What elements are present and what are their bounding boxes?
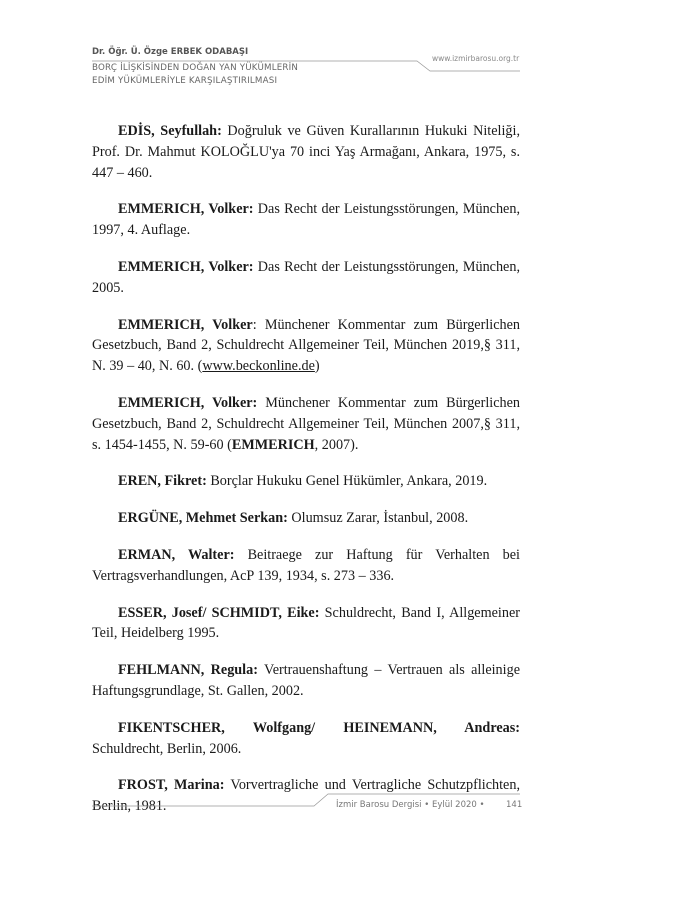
entry-text: Vorvertragliche und Vertragliche Schutzpflichten, Berlin, 1981. xyxy=(92,777,520,815)
entry-link[interactable]: www.beckonline.de xyxy=(202,358,315,375)
entry-text: , 2007). xyxy=(314,436,359,453)
entry-author: EMMERICH, Volker: xyxy=(118,258,254,275)
entry-author: FROST, Marina: xyxy=(118,777,225,794)
bibliography-entry xyxy=(92,508,520,529)
entry-author: EMMERICH, Volker: xyxy=(118,201,254,218)
bibliography-entry xyxy=(92,393,520,455)
entry-author: FIKENTSCHER, Wolfgang/ HEINEMANN, Andreas: xyxy=(118,719,520,736)
bibliography-list xyxy=(92,121,523,833)
entry-text: : Münchener Kommentar zum Bürgerlichen Gesetzbuch, Band 2, Schuldrecht Allgemeiner Teil, München 2019,§ 311, N. 39 – 40, N. 60. ( xyxy=(92,316,520,375)
footer-journal: İzmir Barosu Dergisi • Eylül 2020 • xyxy=(336,800,485,810)
entry-author: EDİS, Seyfullah: xyxy=(118,123,222,139)
header-title-line: EDİM YÜKÜMLERİYLE KARŞILAŞTIRILMASI xyxy=(92,76,278,86)
entry-author: EREN, Fikret: xyxy=(118,473,207,490)
bibliography-entry xyxy=(92,199,520,241)
bibliography-entry xyxy=(92,315,520,377)
bibliography-entry xyxy=(92,121,520,183)
entry-author: ESSER, Josef/ SCHMIDT, Eike: xyxy=(118,604,320,621)
bibliography-entry xyxy=(92,660,520,702)
header-title-line: BORÇ İLİŞKİSİNDEN DOĞAN YAN YÜKÜMLERİN xyxy=(92,63,299,73)
header-author: Dr. Öğr. Ü. Özge ERBEK ODABAŞI xyxy=(92,47,249,57)
entry-author: ERGÜNE, Mehmet Serkan: xyxy=(118,510,288,527)
page-number: 141 xyxy=(506,800,523,810)
entry-text: Das Recht der Leistungsstörungen, München, 1997, 4. Auflage. xyxy=(92,201,520,239)
entry-text: Borçlar Hukuku Genel Hükümler, Ankara, 2019. xyxy=(206,473,488,490)
entry-author: EMMERICH, Volker: xyxy=(118,394,258,411)
bibliography-entry xyxy=(92,718,520,760)
entry-text: Doğruluk ve Güven Kurallarının Hukuki Niteliği, Prof. Dr. Mahmut KOLOĞLU'ya 70 inci Yaş Armağanı, Ankara, 1975, s. 447 – 460. xyxy=(92,123,521,181)
entry-text: Beitraege zur Haftung für Verhalten bei Vertragsverhandlungen, AcP 139, 1934, s. 273 – 336. xyxy=(92,546,520,584)
entry-text: Vertrauenshaftung – Vertrauen als alleinige Haftungsgrundlage, St. Gallen, 2002. xyxy=(92,662,520,699)
entry-text: ) xyxy=(314,358,320,375)
entry-text: Olumsuz Zarar, İstanbul, 2008. xyxy=(287,510,469,527)
bibliography-entry xyxy=(92,471,520,492)
header-title xyxy=(92,62,298,88)
entry-author: FEHLMANN, Regula: xyxy=(118,662,258,679)
entry-text: Münchener Kommentar zum Bürgerlichen Gesetzbuch, Band 2, Schuldrecht Allgemeiner Teil, München 2007,§ 311, s. 1454-1455, N. 59-60 ( xyxy=(92,394,520,453)
entry-text: Schuldrecht, Berlin, 2006. xyxy=(92,740,242,757)
entry-text: Schuldrecht, Band I, Allgemeiner Teil, Heidelberg 1995. xyxy=(92,604,520,642)
entry-text: Das Recht der Leistungsstörungen, München, 2005. xyxy=(92,258,520,296)
bibliography-entry xyxy=(92,603,520,645)
entry-author: EMMERICH xyxy=(231,436,315,453)
entry-author: ERMAN, Walter: xyxy=(118,546,235,563)
bibliography-entry xyxy=(92,545,520,587)
entry-author: EMMERICH, Volker xyxy=(118,316,253,333)
bibliography-entry xyxy=(92,257,520,299)
header-url: www.izmirbarosu.org.tr xyxy=(432,54,520,63)
